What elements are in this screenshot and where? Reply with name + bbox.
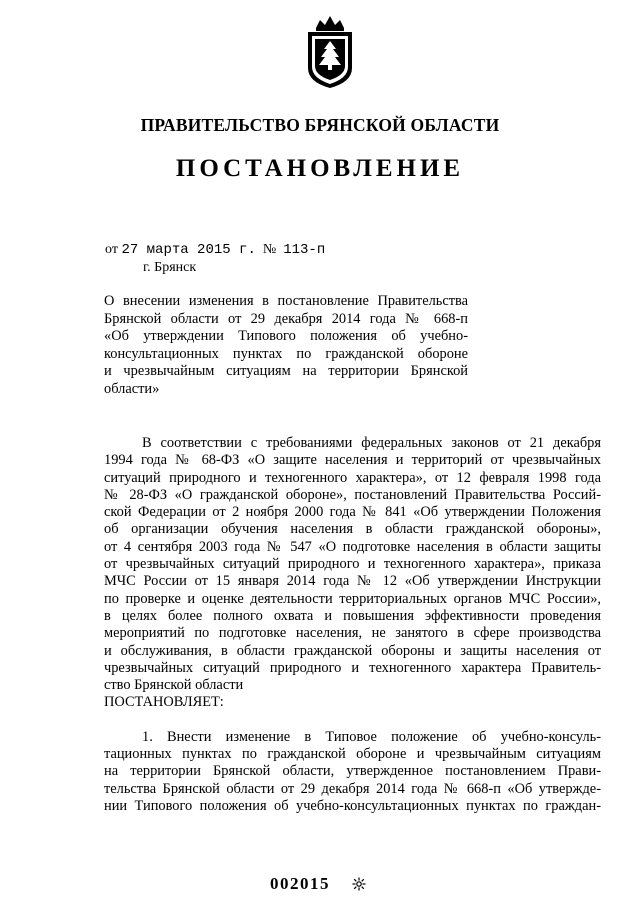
subject-line: области» [104,380,160,397]
item-line: на территории Брянской области, утвержденное постановлением Прави- [104,763,601,780]
body-line: мероприятий по подготовке населения, не занятого в сфере производства [104,625,601,642]
subject-line: О внесении изменения в постановление Правительства [104,293,468,309]
coat-of-arms-emblem [304,10,356,90]
body-line: по проверке и оценке деятельности территориальных органов МЧС России», [104,590,601,607]
government-title: ПРАВИТЕЛЬСТВО БРЯНСКОЙ ОБЛАСТИ [140,115,500,135]
document-type-title: ПОСТАНОВЛЕНИЕ [175,155,465,182]
body-line: ской Федерации от 2 ноября 2000 года № 841 «Об утверждении Положения [104,504,601,521]
body-line: В соответствии с требованиями федеральных законов от 21 декабря [142,435,601,451]
body-line: в целях более полного охвата и повышения эффективности проведения [104,607,601,624]
date-prefix: от [105,242,118,257]
subject-line: «Об утверждении Типового положения об учебно- [104,328,468,344]
subject-line: и чрезвычайным ситуациям на территории Брянской [104,363,468,379]
body-line: МЧС России от 15 января 2014 года № 12 «Об утверждении Инструкции [104,573,601,590]
date-line [105,242,325,258]
item-line: нии Типового положения об учебно-консультационных пунктах по граждан- [104,797,601,814]
body-line: 1994 года № 68-ФЗ «О защите населения и территорий от чрезвычайных [104,452,601,469]
subject-line: консультационных пунктах по гражданской обороне [104,345,468,362]
subject-block [104,293,468,398]
document-number: 113-п [283,242,326,258]
body-line: ство Брянской области [104,677,244,694]
decree-word: ПОСТАНОВЛЯЕТ: [104,694,224,711]
city: г. Брянск [143,260,197,275]
asterisk-mark-icon [352,877,366,891]
paragraph-gap [104,712,601,729]
item-line: тельства Брянской области от 29 декабря 2014 года № 668-п «Об утвержде- [104,780,601,797]
date-value: 27 марта 2015 г. [121,242,256,258]
item-line: 1. Внести изменение в Типовое положение об учебно-консуль- [142,728,601,745]
serial-number: 002015 [270,874,330,893]
number-sign: № [262,242,277,257]
body-line: № 28-ФЗ «О гражданской обороне», постановлений Правительства Россий- [104,486,601,503]
subject-line: Брянской области от 29 декабря 2014 года № 668-п [104,310,468,327]
body-line: от чрезвычайных ситуаций природного и техногенного характера», приказа [104,556,601,573]
body-line: ситуаций природного и техногенного характера», от 12 февраля 1998 года [104,469,601,486]
body-line: об организации обучения населения в области гражданской обороны», [104,521,601,538]
body-line: чрезвычайных ситуаций природного и техногенного характера Правитель- [104,659,601,676]
body-line: от 4 сентября 2003 года № 547 «О подготовке населения в области защиты [104,538,601,555]
document-body [104,435,601,815]
item-line: тационных пунктах по гражданской обороне и чрезвычайным ситуациям [104,746,601,763]
body-line: и обслуживания, в области гражданской обороны и защиты населения от [104,642,601,659]
